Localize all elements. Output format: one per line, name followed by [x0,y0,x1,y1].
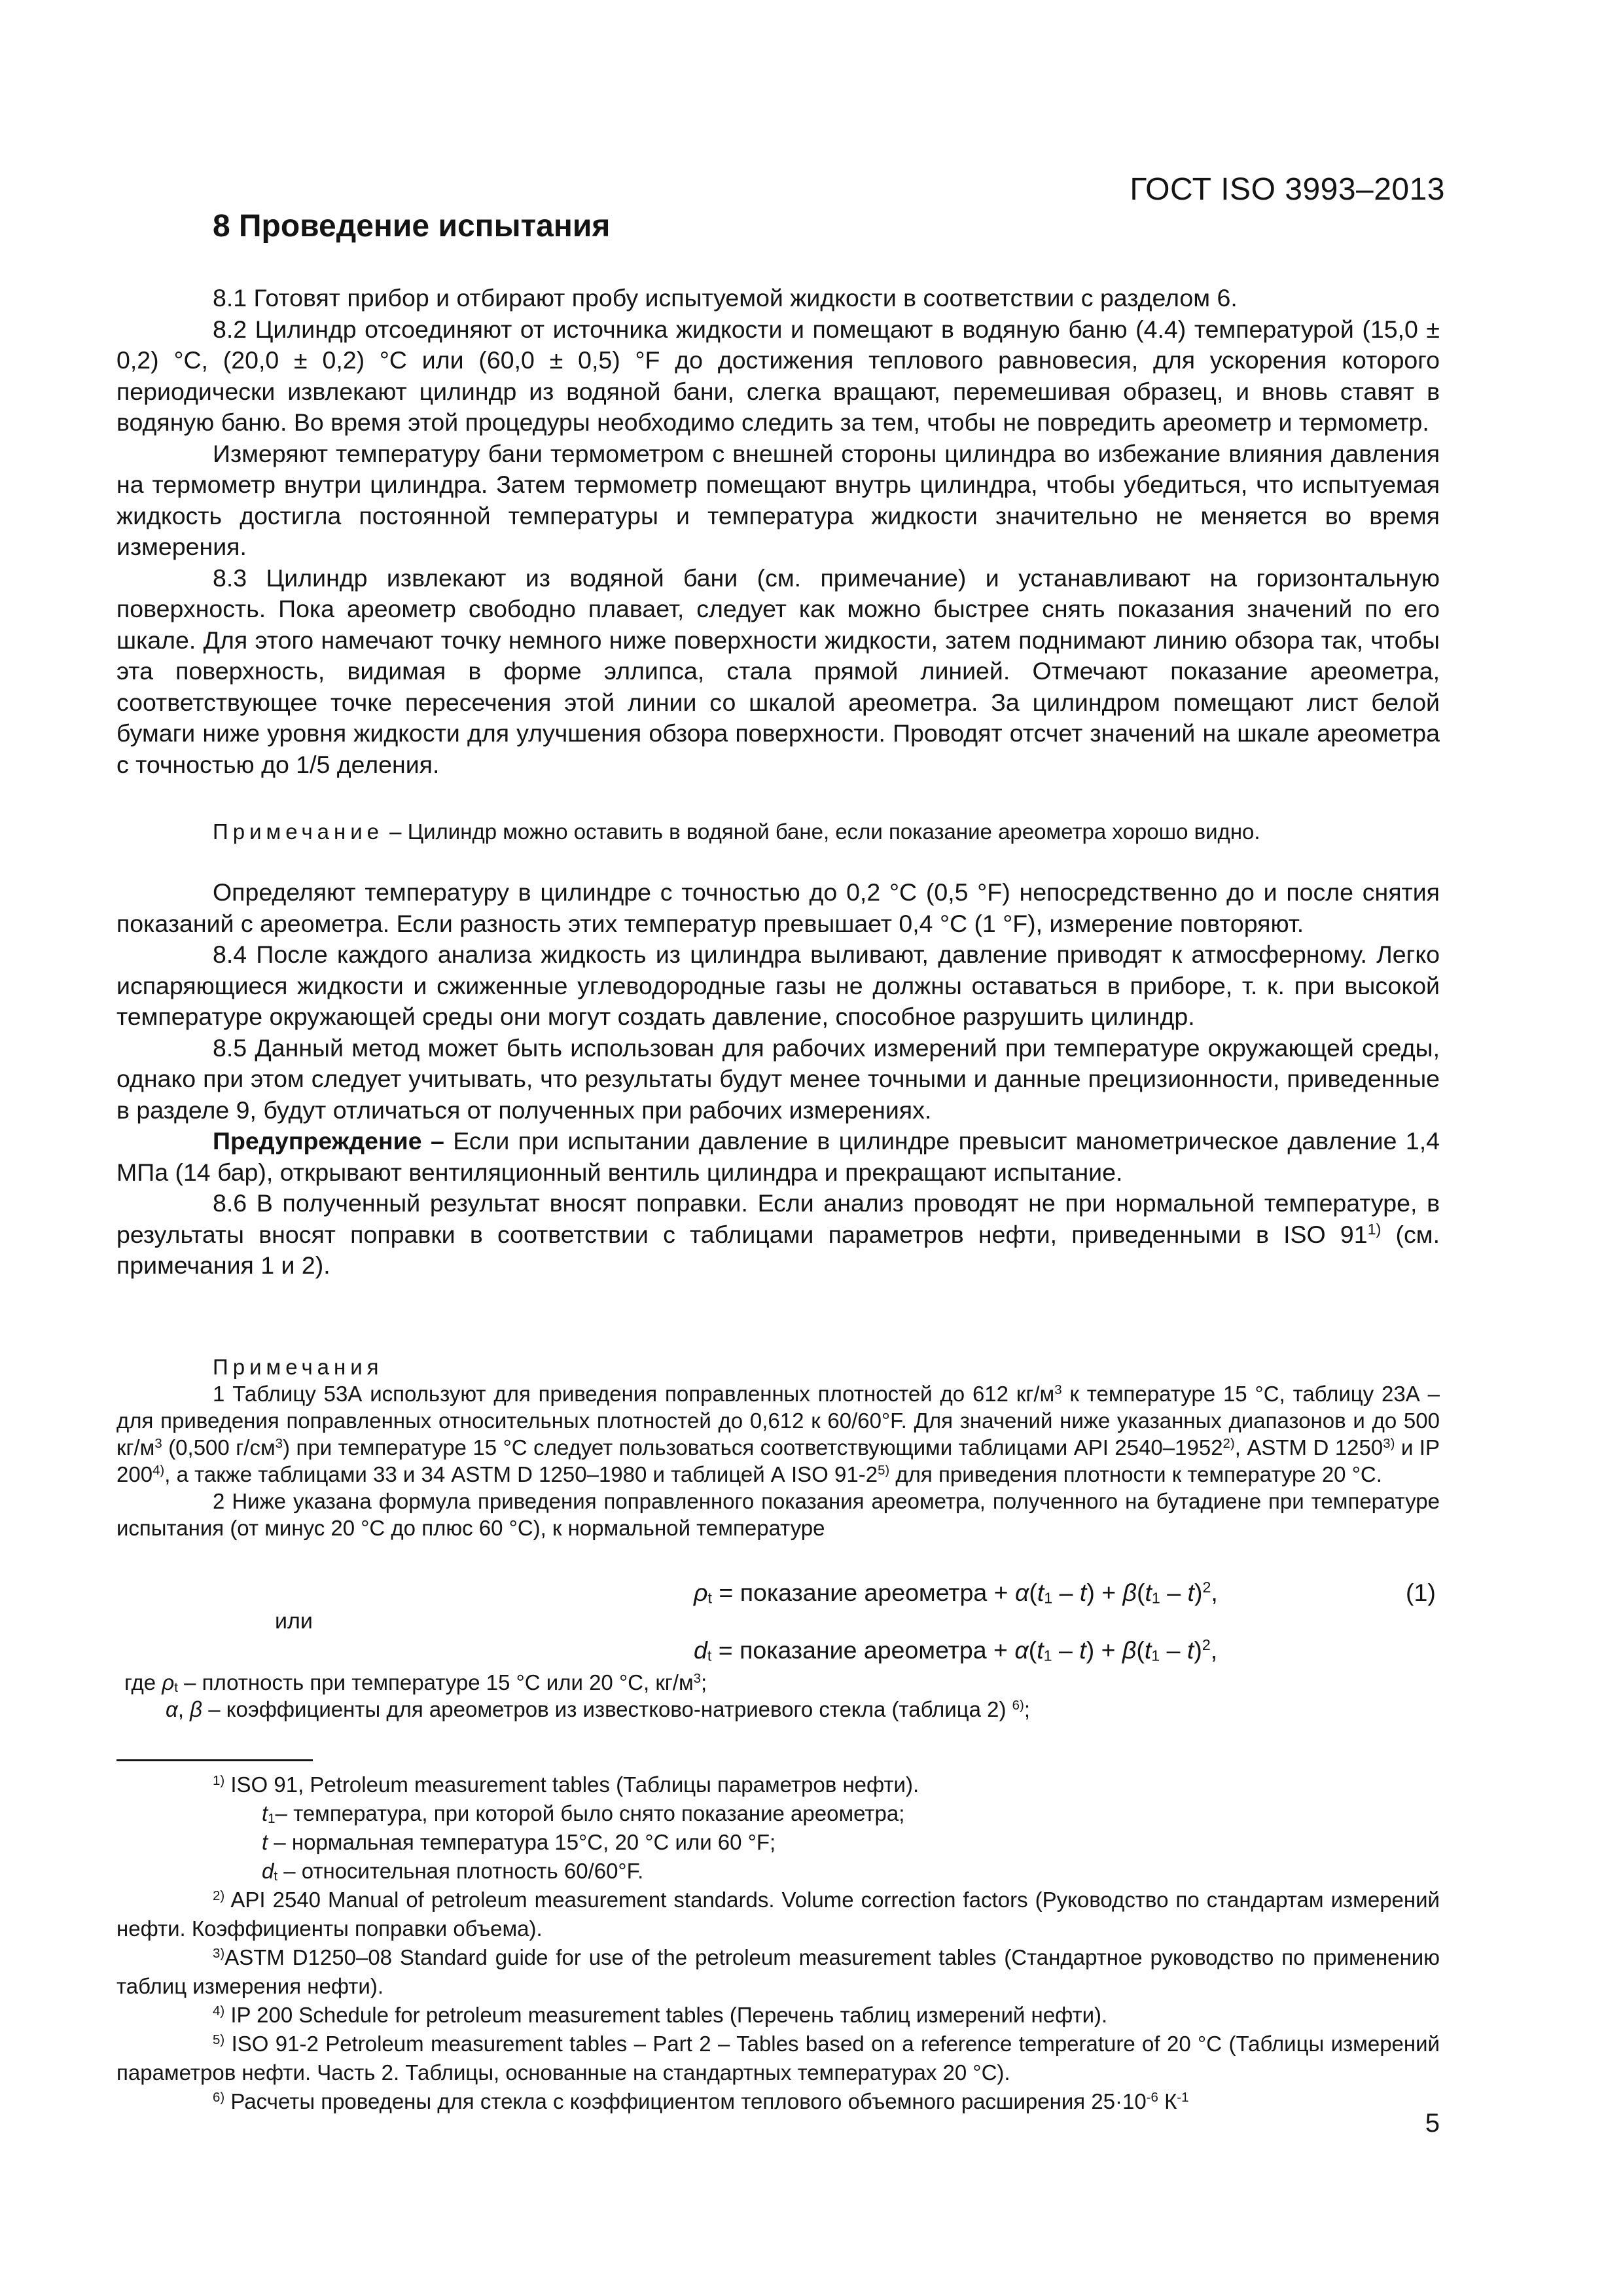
footnote-ref-1: 1) [1367,1220,1382,1238]
paragraph-8-1: 8.1 Готовят прибор и отбирают пробу испытуемой жидкости в соответствии с разделом 6. [213,284,1238,312]
paragraph-8-6-tail: (см. примечания 1 и 2). [116,1220,1440,1279]
formula-or: или [275,1609,313,1634]
notes-label: Примечания [213,1355,383,1379]
notes-block [116,1354,1440,1541]
document-designation: ГОСТ ISO 3993–2013 [1130,172,1445,207]
footnote-5: $^{5)}$ ISO 91-2 Petroleum measurement tables – Part 2 – Tables based on a reference temperature of 20 °С (Таблицы измерений параметров нефти. Часть 2. Таблицы, основанные на стандартных температурах 20 °С). [116,2032,1440,2085]
footnote-1: $^{1)}$ ISO 91, Petroleum measurement tables (Таблицы параметров нефти). [213,1772,919,1797]
footnote-4: $^{4)}$ IP 200 Schedule for petroleum measurement tables (Перечень таблиц измерений нефти). [213,2003,1108,2027]
footnote-2: $^{2)}$ API 2540 Manual of petroleum measurement standards. Volume correction factors (Руководство по стандартам измерений нефти. Коэффициенты поправки объема). [116,1888,1440,1941]
paragraph-8-6: 8.6 В полученный результат вносят поправки. Если анализ проводят не при нормальной температуре, в результаты вносят поправки в соответствии с таблицами параметров нефти, приведенными в ISO 91 [116,1189,1440,1248]
page-number: 5 [1425,2109,1440,2138]
note-1: 1 Таблицу 53А используют для приведения поправленных плотностей до 612 $кг/м^3$ к температуре 15 °С, таблицу 23А – для приведения поправленных относительных плотностей до 0,612 к 60/60°F. Для значений ниже указанных диапазонов и до 500 $кг/м^3$ (0,500 $г/см^3$) при температуре 15 °С следует пользоваться соответствующими таблицами API 2540–1952$^{2)}$, ASTM D 1250$^{3)}$ и IP 200$^{4)}$, а также таблицами 33 и 34 ASTM D 1250–1980 и таблицей А ISO 91-2$^{5)}$ для приведения плотности к температуре 20 °С. [116,1382,1440,1486]
formula-number: (1) [1406,1579,1436,1606]
formula-1: $\rho_t$ = показание ареометра + $\alpha(t_1 - t) + \beta(t_1 - t)^2$, [694,1579,1218,1607]
formula-2: $d_t$ = показание ареометра + $\alpha(t_1 - t) + \beta(t_1 - t)^2$, [694,1636,1218,1664]
paragraph-8-3: 8.3 Цилиндр извлекают из водяной бани (см. примечание) и устанавливают на горизонтальную поверхность. Пока ареометр свободно плавает, следует как можно быстрее снять показания значений по его шкале. Для этого намечают точку немного ниже поверхности жидкости, затем поднимают линию обзора так, чтобы эта поверхность, видимая в форме эллипса, стала прямой линией. Отмечают показание ареометра, соответствующее точке пересечения этой линии со шкалой ареометра. За цилиндром помещают лист белой бумаги ниже уровня жидкости для улучшения обзора поверхности. Проводят отсчет значений на шкале ареометра с точностью до 1/5 деления. [116,564,1440,778]
note-2: 2 Ниже указана формула приведения поправленного показания ареометра, полученного на бутадиене при температуре испытания (от минус 20 °С до плюс 60 °С), к нормальной температуре [116,1489,1440,1540]
note-text: – Цилиндр можно оставить в водяной бане, если показание ареометра хорошо видно. [383,819,1260,844]
paragraph-8-3-temperature: Определяют температуру в цилиндре с точностью до 0,2 °С (0,5 °F) непосредственно до и после снятия показаний с ареометра. Если разность этих температур превышает 0,4 °С (1 °F), измерение повторяют. [116,878,1440,937]
paragraph-8-2-measure: Измеряют температуру бани термометром с внешней стороны цилиндра во избежание влияния давления на термометр внутри цилиндра. Затем термометр помещают внутрь цилиндра, чтобы убедиться, что испытуемая жидкость достигла постоянной температуры и температура жидкости значительно не меняется во время измерения. [116,439,1440,560]
where-rho: – плотность при температуре 15 °С или 20 °С, кг/м [177,1670,694,1695]
warning-text: Если при испытании давление в цилиндре превысит манометрическое давление 1,4 МПа (14 бар), открывают вентиляционный вентиль цилиндра и прекращают испытание. [116,1127,1440,1186]
note-label: Примечание [213,819,384,844]
warning-label: Предупреждение – [213,1127,444,1155]
section-title: 8 Проведение испытания [213,209,611,243]
footnote-separator [116,1759,313,1761]
footnotes: $^{1)}$ ISO 91, Petroleum measurement tables (Таблицы параметров нефти). $t_1-$ температура, при которой было снято показание ареометра; t – нормальная температура 15°С, 20 °С или 60 °F; $d_t$ – относительная плотность 60/60°F. $^{2)}$ API 2540 Manual of petroleum measurement standards. Volume correction factors (Руководство по стандартам измерений нефти. Коэффициенты поправки объема). $^{3)}$ASTM D1250–08 Standard guide for use of the petroleum measurement tables (Стандартное руководство по применению таблиц измерения нефти). $^{4)}$ IP 200 Schedule for petroleum measurement tables (Перечень таблиц измерений нефти). $^{5)}$ ISO 91-2 Petroleum measurement tables – Part 2 – Tables based on a reference temperature of 20 °С (Таблицы измерений параметров нефти. Часть 2. Таблицы, основанные на стандартных температурах 20 °С). $^{6)}$ Расчеты проведены для стекла с коэффициентом теплового объемного расширения $25\cdot 10^{-6}$ $К^{-1}$ [116,1770,1440,2116]
main-text-2 [116,877,1440,1282]
formula-legend: где $\rho_t$ – плотность при температуре 15 °С или 20 °С, $кг/м^3$; α, β – коэффициенты для ареометров из известково-натриевого стекла (таблица 2) $^{6)}$; [124,1670,1031,1721]
paragraph-8-5: 8.5 Данный метод может быть использован для рабочих измерений при температуре окружающей среды, однако при этом следует учитывать, что результаты будут менее точными и данные прецизионности, приведенные в разделе 9, будут отличаться от полученных при рабочих измерениях. [116,1033,1440,1124]
where-alpha-beta: – коэффициенты для ареометров из известково-натриевого стекла (таблица 2) [202,1697,1012,1721]
footnote-3: $^{3)}$ASTM D1250–08 Standard guide for use of the petroleum measurement tables (Стандартное руководство по применению таблиц измерения нефти). [116,1945,1440,1998]
main-text [116,283,1440,780]
note-8-3 [116,818,1440,845]
footnote-6: $^{6)}$ Расчеты проведены для стекла с коэффициентом теплового объемного расширения $25\cdot 10^{-6}$ $К^{-1}$ [213,2089,1189,2113]
paragraph-8-2: 8.2 Цилиндр отсоединяют от источника жидкости и помещают в водяную баню (4.4) температурой (15,0 ± 0,2) °С, (20,0 ± 0,2) °С или (60,0 ± 0,5) °F до достижения теплового равновесия, для ускорения которого периодически извлекают цилиндр из водяной бани, слегка вращают, перемешивая образец, и вновь ставят в водяную баню. Во время этой процедуры необходимо следить за тем, чтобы не повредить ареометр и термометр. [116,315,1440,436]
paragraph-8-4: 8.4 После каждого анализа жидкость из цилиндра выливают, давление приводят к атмосферному. Легко испаряющиеся жидкости и сжиженные углеводородные газы не должны оставаться в приборе, т. к. при высокой температуре окружающей среды они могут создать давление, способное разрушить цилиндр. [116,941,1440,1030]
